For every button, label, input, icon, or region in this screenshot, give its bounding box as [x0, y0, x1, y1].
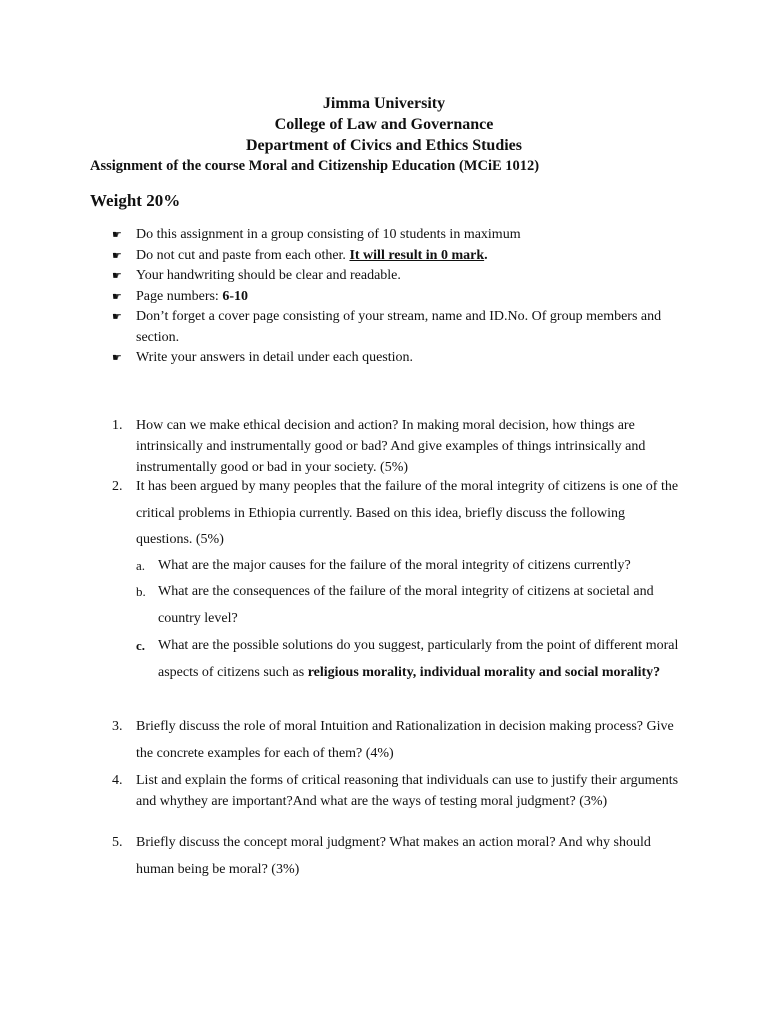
college-name: College of Law and Governance: [274, 116, 494, 133]
department-name: Department of Civics and Ethics Studies: [245, 137, 522, 154]
instructions-list: [112, 225, 692, 369]
instruction-text: Write your answers in detail under each question.: [136, 350, 414, 365]
question-number: 1.: [112, 418, 123, 433]
instruction-text: Your handwriting should be clear and readable.: [136, 268, 401, 283]
warning-emphasis: It will result in 0 mark: [349, 247, 485, 263]
question-text: How can we make ethical decision and action? In making moral decision, how things are intrinsically and instrumentally good or bad? And give examples of things intrinsically and instrumentally good or bad in your society. (5%): [136, 418, 646, 475]
question-text: Briefly discuss the role of moral Intuition and Rationalization in decision making process? Give the concrete examples for each of them? (4%): [136, 719, 674, 761]
pointing-hand-icon: ☛: [112, 310, 122, 323]
question-number: 3.: [112, 719, 123, 734]
pointing-hand-icon: ☛: [112, 289, 122, 303]
question-number: 4.: [112, 773, 123, 788]
instruction-text: Page numbers:: [136, 288, 223, 304]
instruction-item: [112, 225, 692, 246]
instruction-text: Do not cut and paste from each other.: [136, 247, 350, 263]
question-text: It has been argued by many peoples that the failure of the moral integrity of citizens is one of the critical problems in Ethiopia currently. Based on this idea, briefly discuss the following questions. (5%): [136, 479, 679, 547]
instruction-item: [112, 287, 692, 308]
page-number-range: 6-10: [222, 288, 248, 304]
instruction-text: Don’t forget a cover page consisting of your stream, name and ID.No. Of group members and section.: [136, 309, 662, 345]
sub-question-text-plain: What are the possible solutions do you suggest, particularly from the point of different moral aspects of citizens such as: [158, 638, 679, 680]
pointing-hand-icon: ☛: [112, 228, 122, 241]
question-number: 2.: [112, 479, 123, 494]
instruction-item: [112, 307, 692, 348]
course-title: Assignment of the course Moral and Citizenship Education (MCiE 1012): [90, 158, 540, 174]
pointing-hand-icon: ☛: [112, 351, 122, 364]
sub-question-text: [158, 633, 682, 686]
instruction-item: [112, 348, 692, 369]
moral-aspects-emphasis: religious morality, individual morality and social morality?: [307, 664, 661, 680]
question-text: Briefly discuss the concept moral judgment? What makes an action moral? And why should human being be moral? (3%): [136, 835, 651, 877]
instruction-period: .: [484, 247, 488, 263]
sub-question-text: What are the major causes for the failure of the moral integrity of citizens currently?: [158, 558, 631, 573]
pointing-hand-icon: ☛: [112, 248, 122, 262]
pointing-hand-icon: ☛: [112, 269, 122, 282]
instruction-text: Do this assignment in a group consisting of 10 students in maximum: [136, 227, 521, 242]
sub-question-text: What are the consequences of the failure of the moral integrity of citizens at societal and country level?: [158, 584, 654, 626]
sub-question-letter: c.: [136, 638, 146, 653]
instruction-item: [112, 266, 692, 287]
university-name: Jimma University: [322, 95, 446, 112]
sub-question-letter: a.: [136, 558, 146, 573]
sub-question-letter: b.: [136, 584, 146, 599]
question-text: List and explain the forms of critical reasoning that individuals can use to justify their arguments and whythey are important?And what are the ways of testing moral judgment? (3%): [136, 773, 679, 809]
weight-heading: Weight 20%: [90, 191, 181, 210]
question-number: 5.: [112, 835, 123, 850]
instruction-item: [112, 246, 692, 267]
